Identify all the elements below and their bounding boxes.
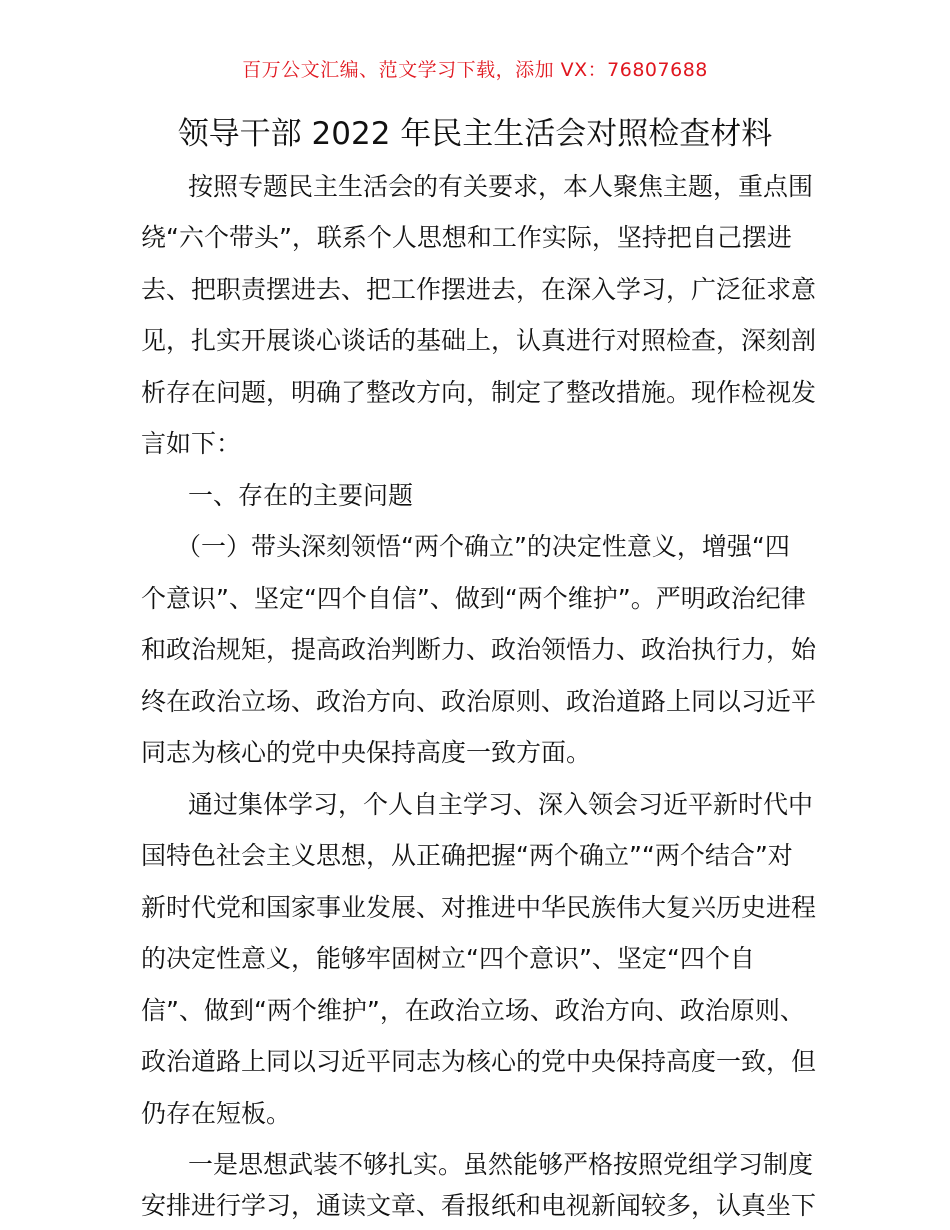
paragraph-line: 绕“六个带头”，联系个人思想和工作实际，坚持把自己摆进 (141, 223, 792, 252)
paragraph-line: 政治道路上同以习近平同志为核心的党中央保持高度一致，但 (141, 1047, 817, 1076)
paragraph-line: 国特色社会主义思想，从正确把握“两个确立”“两个结合”对 (141, 841, 793, 870)
paragraph-line: 去、把职责摆进去、把工作摆进去，在深入学习，广泛征求意 (141, 275, 817, 304)
paragraph-line: 通过集体学习，个人自主学习、深入领会习近平新时代中 (188, 790, 814, 819)
paragraph-line: 析存在问题，明确了整改方向，制定了整改措施。现作检视发 (141, 378, 817, 407)
paragraph-line: 的决定性意义，能够牢固树立“四个意识”、坚定“四个自 (141, 944, 755, 973)
paragraph-line: 一是思想武装不够扎实。虽然能够严格按照党组学习制度 (188, 1150, 814, 1179)
section-heading: 一、存在的主要问题 (188, 481, 414, 510)
document-title: 领导干部 2022 年民主生活会对照检查材料 (177, 116, 773, 152)
paragraph-line: 按照专题民主生活会的有关要求，本人聚焦主题，重点围 (188, 172, 814, 201)
paragraph-line: 新时代党和国家事业发展、对推进中华民族伟大复兴历史进程 (141, 893, 817, 922)
paragraph-line: 和政治规矩，提高政治判断力、政治领悟力、政治执行力，始 (141, 635, 817, 664)
paragraph-line: 见，扎实开展谈心谈话的基础上，认真进行对照检查，深刻剖 (141, 326, 817, 355)
header-note: 百万公文汇编、范文学习下载，添加 VX：76807688 (242, 59, 708, 81)
paragraph-line: 安排进行学习，通读文章、看报纸和电视新闻较多，认真坐下 (141, 1191, 817, 1220)
paragraph-line: 同志为核心的党中央保持高度一致方面。 (141, 738, 592, 767)
paragraph-line: 信”、做到“两个维护”，在政治立场、政治方向、政治原则、 (141, 996, 805, 1025)
paragraph-line: 仍存在短板。 (141, 1099, 292, 1128)
paragraph-line: 个意识”、坚定“四个自信”、做到“两个维护”。严明政治纪律 (141, 584, 806, 613)
subsection-heading: （一）带头深刻领悟“两个确立”的决定性意义，增强“四 (176, 532, 790, 561)
paragraph-line: 言如下： (141, 429, 242, 458)
paragraph-line: 终在政治立场、政治方向、政治原则、政治道路上同以习近平 (141, 687, 817, 716)
